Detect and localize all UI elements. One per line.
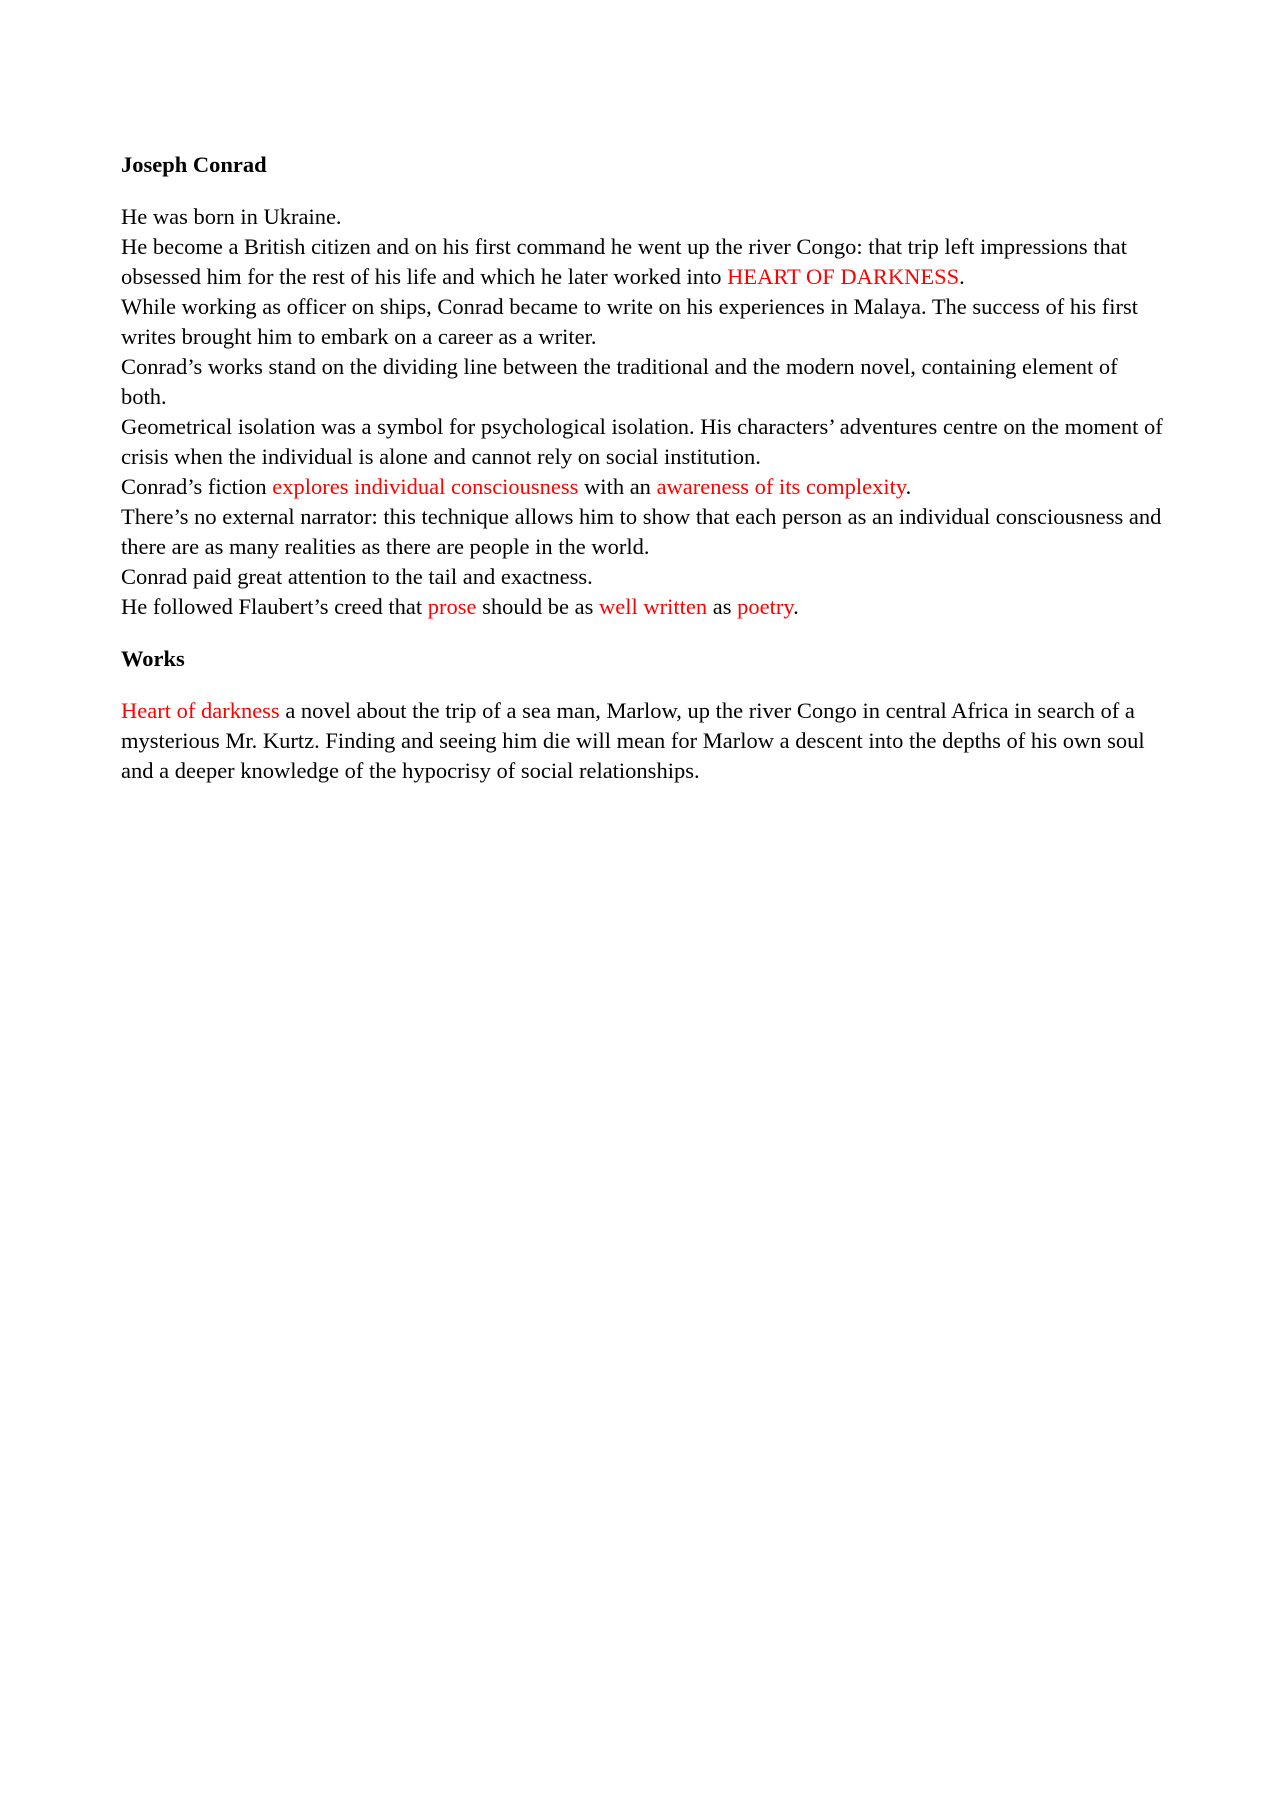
paragraph (121, 352, 1166, 412)
paragraph-text: a novel about the trip of a sea man, Marlow, up the river Congo in central Africa in search of a mysterious Mr. Kurtz. Finding and seeing him die will mean for Marlow a descent into the depths of his own soul and a deeper knowledge of the hypocrisy of social relationships. (121, 698, 1145, 783)
paragraph-text: as (707, 594, 738, 619)
highlighted-text: explores individual consciousness (272, 474, 579, 499)
highlighted-text: prose (427, 594, 477, 619)
paragraph (121, 696, 1166, 786)
paragraph (121, 592, 1166, 622)
highlighted-text: poetry (737, 594, 794, 619)
paragraph (121, 232, 1166, 292)
paragraph-text: . (793, 594, 799, 619)
document-body (121, 150, 1166, 786)
paragraph-text: There’s no external narrator: this technique allows him to show that each person as an individual consciousness and there are as many realities as there are people in the world. (121, 504, 1162, 559)
paragraph (121, 202, 1166, 232)
highlighted-text: HEART OF DARKNESS (727, 264, 960, 289)
paragraph (121, 412, 1166, 472)
paragraph (121, 472, 1166, 502)
highlighted-text: Heart of darkness (121, 698, 280, 723)
paragraph-text: Conrad’s works stand on the dividing line between the traditional and the modern novel, containing element of both. (121, 354, 1118, 409)
paragraph (121, 562, 1166, 592)
document-title: Joseph Conrad (121, 152, 267, 177)
paragraph-text: . (959, 264, 965, 289)
paragraph (121, 502, 1166, 562)
paragraph (121, 292, 1166, 352)
paragraph-text: Conrad paid great attention to the tail and exactness. (121, 564, 593, 589)
paragraph-text: While working as officer on ships, Conrad became to write on his experiences in Malaya. The success of his first writes brought him to embark on a career as a writer. (121, 294, 1139, 349)
works-section (121, 696, 1166, 786)
paragraph-text: He become a British citizen and on his first command he went up the river Congo: that trip left impressions that obsessed him for the rest of his life and which he later worked into (121, 234, 1128, 289)
paragraph-text: should be as (476, 594, 600, 619)
paragraph-text: He followed Flaubert’s creed that (121, 594, 428, 619)
works-heading: Works (121, 646, 185, 671)
paragraph-text: . (905, 474, 912, 499)
highlighted-text: awareness of its complexity (656, 474, 906, 499)
paragraph-text: Conrad’s fiction (121, 474, 273, 499)
paragraph-text: Geometrical isolation was a symbol for psychological isolation. His characters’ adventures centre on the moment of crisis when the individual is alone and cannot rely on social institution. (121, 414, 1163, 469)
paragraph-text: with an (578, 474, 657, 499)
highlighted-text: well written (599, 594, 708, 619)
paragraph-text: He was born in Ukraine. (121, 204, 342, 229)
biography-section (121, 202, 1166, 622)
